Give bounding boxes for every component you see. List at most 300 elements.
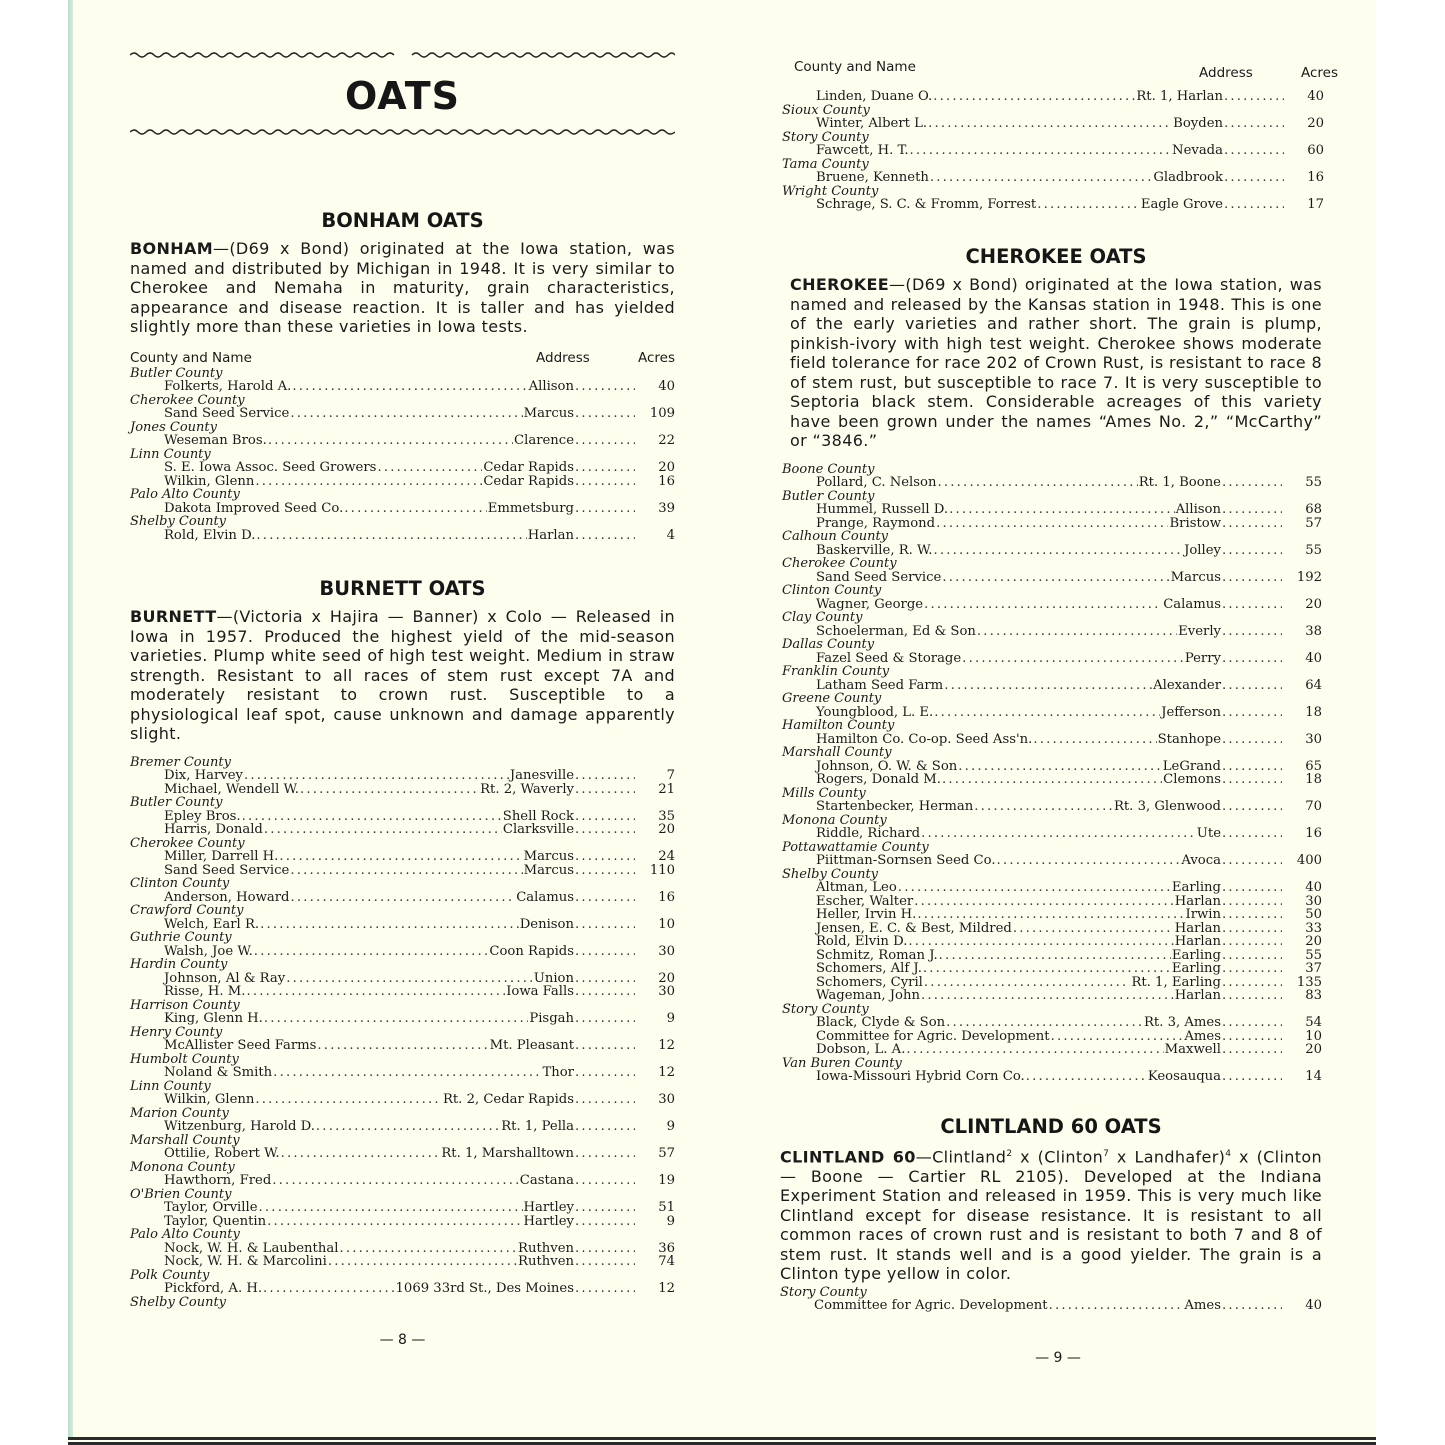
grower-entry [780, 1299, 1322, 1313]
dot-leader [254, 945, 489, 959]
dot-leader [575, 985, 635, 999]
grower-name: Johnson, Al & Ray [164, 970, 286, 986]
acres-value: 35 [658, 808, 675, 824]
grower-entry [782, 827, 1322, 841]
grower-name: Escher, Walter [816, 893, 914, 909]
grower-entry [130, 945, 675, 959]
grower-name: Hamilton Co. Co-op. Seed Ass'n. [816, 731, 1033, 747]
grower-entry [130, 1201, 675, 1215]
description-text: —Clintland [915, 1147, 1007, 1167]
grower-entry [130, 1039, 675, 1053]
grower-entry [782, 989, 1322, 1003]
grower-entry [782, 962, 1322, 976]
grower-name: Wageman, John [816, 988, 920, 1003]
grower-address: Marcus [1170, 569, 1221, 585]
acres-value: 17 [1307, 197, 1324, 212]
variety-name: CHEROKEE [790, 275, 890, 294]
grower-entry [130, 769, 675, 783]
acres-value: 20 [658, 822, 675, 837]
page-edge-decoration [68, 0, 73, 1438]
grower-address: Everly [1178, 623, 1221, 639]
grower-address: Harlan [527, 527, 574, 543]
grower-name: Fazel Seed & Storage [816, 650, 962, 666]
acres-value: 16 [658, 889, 675, 905]
acres-value: 24 [658, 849, 675, 864]
grower-address: Maxwell [1164, 1042, 1221, 1057]
acres-value: 20 [1305, 596, 1322, 612]
grower-name: Nock, W. H. & Laubenthal [164, 1240, 339, 1256]
grower-address: Clarence [514, 433, 574, 448]
county-heading: Harrison County [130, 997, 240, 1013]
grower-name: Baskerville, R. W. [816, 542, 933, 558]
dot-leader [575, 972, 635, 986]
acres-value: 7 [666, 768, 675, 783]
acres-value: 36 [658, 1240, 675, 1256]
grower-name: Nock, W. H. & Marcolini [164, 1254, 327, 1269]
grower-entry [782, 773, 1322, 787]
grower-address: Perry [1184, 650, 1221, 666]
dot-leader [244, 769, 509, 783]
acres-value: 30 [1305, 731, 1322, 747]
county-heading: Henry County [130, 1024, 223, 1040]
county-heading: Clay County [782, 610, 863, 625]
grower-name: Rogers, Donald M. [816, 772, 941, 787]
variety-name: BURNETT [130, 607, 217, 626]
dot-leader [575, 475, 635, 489]
grower-name: Committee for Agric. Development [814, 1298, 1048, 1314]
dot-leader [1051, 1030, 1184, 1044]
acres-value: 9 [666, 1213, 675, 1229]
county-heading: Marshall County [130, 1132, 240, 1148]
grower-name: Ottilie, Robert W. [164, 1146, 280, 1161]
dot-leader [1026, 1070, 1147, 1084]
grower-address: Harlan [1174, 893, 1221, 909]
dot-leader [1222, 827, 1282, 841]
variety-name: CLINTLAND 60 [780, 1147, 916, 1167]
grower-address: Harlan [1174, 988, 1221, 1003]
grower-address: Ames [1184, 1028, 1221, 1044]
dot-leader [934, 706, 1160, 720]
dot-leader [255, 475, 482, 489]
dot-leader [575, 434, 635, 448]
header-county-name: County and Name [130, 349, 252, 366]
acres-value: 60 [1307, 143, 1324, 158]
grower-address: Harlan [1174, 934, 1221, 949]
grower-name: S. E. Iowa Assoc. Seed Growers [164, 460, 377, 475]
section-title: CHEROKEE OATS [965, 245, 1147, 268]
grower-name: Schrage, S. C. & Fromm, Forrest [816, 197, 1037, 212]
grower-listing [130, 367, 675, 543]
dot-leader [942, 571, 1169, 585]
grower-entry [782, 652, 1322, 666]
grower-name: Wilkin, Glenn [164, 1092, 255, 1107]
grower-address: Clemons [1163, 772, 1221, 787]
header-address: Address [536, 349, 590, 366]
section-title: CLINTLAND 60 OATS [940, 1115, 1162, 1138]
grower-name: Noland & Smith [164, 1065, 273, 1080]
acres-value: 54 [1305, 1015, 1322, 1030]
dot-leader [575, 891, 635, 905]
dot-leader [942, 773, 1162, 787]
acres-value: 37 [1305, 961, 1322, 976]
acres-value: 22 [658, 433, 675, 448]
county-heading: Sioux County [782, 102, 870, 118]
dot-leader [575, 1215, 635, 1229]
dot-leader [1222, 1299, 1282, 1313]
description-text: x (Clinton — Boone — Cartier RL 2105). Developed at the Indiana Experiment Station and released in 1959. This is very much like Clintland except for disease resistance. It is resistant to all common races of crown rust and is resistant to both 7 and 8 of stem rust. It stands well and is a good yielder. The grain is a Clinton type yellow in color. [780, 1147, 1323, 1284]
county-heading: Shelby County [130, 1294, 227, 1310]
dot-leader [575, 810, 635, 824]
acres-value: 64 [1305, 677, 1322, 693]
grower-entry [130, 918, 675, 932]
dot-leader [575, 380, 635, 394]
grower-address: Emmetsburg [487, 500, 574, 516]
dot-leader [917, 908, 1184, 922]
dot-leader [933, 544, 1183, 558]
dot-leader [300, 783, 479, 797]
section-title: BURNETT OATS [319, 577, 486, 600]
grower-entry [130, 810, 675, 824]
grower-name: Altman, Leo [816, 880, 897, 895]
grower-name: Wagner, George [816, 596, 924, 612]
county-heading: Van Buren County [782, 1055, 902, 1071]
county-heading: Dallas County [782, 637, 875, 652]
grower-entry [782, 1016, 1322, 1030]
grower-address: Gladbrook [1153, 170, 1223, 185]
header-county-name: County and Name [794, 59, 916, 75]
grower-entry [782, 922, 1322, 936]
dot-leader [906, 1043, 1163, 1057]
dot-leader [937, 476, 1137, 490]
dot-leader [268, 434, 513, 448]
grower-name: Black, Clyde & Son [816, 1015, 946, 1030]
dot-leader [933, 90, 1135, 104]
grower-entry [130, 985, 675, 999]
acres-value: 20 [1307, 116, 1324, 131]
description-text: —(Victoria x Hajira — Banner) x Colo — Released in Iowa in 1957. Produced the highest yield of the mid-season varieties. Plump white seed of high test weight. Medium in straw strength. Resistant to all races of stem rust except 7A and moderately resistant to crown rust. Susceptible to a physiological leaf spot, cause unknown and damage apparently slight. [130, 607, 675, 743]
dot-leader [1222, 976, 1282, 990]
grower-entry [782, 760, 1322, 774]
grower-name: Fawcett, H. T. [816, 143, 909, 158]
county-heading: Polk County [130, 1267, 210, 1283]
description-text: x Landhafer) [1109, 1147, 1226, 1167]
grower-name: Sand Seed Service [816, 569, 942, 585]
acres-value: 55 [1305, 542, 1322, 558]
dot-leader [575, 783, 635, 797]
grower-entry [130, 891, 675, 905]
grower-address: Calamus [516, 889, 574, 905]
dot-leader [1222, 1030, 1282, 1044]
grower-address: Nevada [1172, 143, 1223, 158]
acres-value: 57 [658, 1146, 675, 1161]
grower-name: Johnson, O. W. & Son [816, 758, 958, 774]
dot-leader [575, 1174, 635, 1188]
dot-leader [1222, 962, 1282, 976]
superscript: 4 [1225, 1149, 1232, 1159]
county-heading: Butler County [130, 795, 223, 810]
section-description [790, 275, 1322, 451]
dot-leader [259, 1201, 523, 1215]
dot-leader [575, 529, 635, 543]
grower-entry [130, 434, 675, 448]
grower-name: Dix, Harvey [164, 768, 243, 783]
grower-entry [782, 117, 1324, 131]
grower-name: Iowa-Missouri Hybrid Corn Co. [816, 1069, 1025, 1084]
dot-leader [575, 407, 635, 421]
column-header [794, 58, 1338, 82]
acres-value: 14 [1305, 1069, 1322, 1084]
grower-name: Sand Seed Service [164, 862, 290, 878]
dot-leader [260, 918, 519, 932]
county-heading: Tama County [782, 156, 869, 172]
dot-leader [930, 171, 1152, 185]
acres-value: 74 [658, 1254, 675, 1269]
acres-value: 20 [1305, 934, 1322, 949]
grower-address: Union [533, 970, 574, 986]
dot-leader [1222, 895, 1282, 909]
grower-name: Linden, Duane O. [816, 89, 933, 104]
dot-leader [263, 1282, 395, 1296]
dot-leader [575, 1147, 635, 1161]
grower-name: Folkerts, Harold A. [164, 379, 292, 394]
grower-listing-continued [782, 90, 1324, 212]
grower-address: Rt. 3, Glenwood [1113, 799, 1221, 814]
dot-leader [575, 1120, 635, 1134]
grower-address: Castana [519, 1173, 574, 1188]
dot-leader [575, 1201, 635, 1215]
county-heading: Mills County [782, 785, 866, 801]
county-heading: Palo Alto County [130, 487, 240, 502]
grower-name: Welch, Earl R. [164, 916, 260, 932]
grower-name: Prange, Raymond [816, 515, 936, 531]
grower-name: Piittman-Sornsen Seed Co. [816, 853, 996, 868]
grower-address: Denison [519, 916, 574, 932]
dot-leader [1222, 1070, 1282, 1084]
county-heading: Shelby County [782, 866, 879, 882]
grower-name: Anderson, Howard [164, 889, 290, 905]
dot-leader [924, 976, 1131, 990]
dot-leader [1224, 117, 1284, 131]
grower-name: Pollard, C. Nelson [816, 475, 937, 490]
grower-entry [130, 407, 675, 421]
grower-entry [782, 517, 1322, 531]
acres-value: 70 [1305, 799, 1322, 814]
section-clintland-60-oats [780, 1115, 1322, 1313]
acres-value: 110 [649, 862, 675, 878]
acres-value: 83 [1305, 988, 1322, 1003]
dot-leader [267, 1215, 522, 1229]
county-heading: Cherokee County [130, 392, 245, 408]
dot-leader [936, 517, 1168, 531]
grower-entry [130, 1282, 675, 1296]
superscript: 7 [1103, 1149, 1110, 1159]
grower-name: Hawthorn, Fred [164, 1173, 272, 1188]
county-heading: Monona County [782, 812, 887, 828]
dot-leader [898, 881, 1171, 895]
grower-address: Irwin [1185, 907, 1221, 922]
grower-entry [130, 529, 675, 543]
grower-name: Heller, Irvin H. [816, 907, 917, 922]
grower-name: Pickford, A. H. [164, 1281, 263, 1296]
acres-value: 12 [658, 1281, 675, 1296]
grower-address: Clarksville [502, 822, 574, 837]
grower-name: Dakota Improved Seed Co. [164, 500, 344, 516]
acres-value: 38 [1305, 623, 1322, 639]
dot-leader [1222, 949, 1282, 963]
acres-value: 9 [666, 1011, 675, 1026]
grower-name: Winter, Albert L. [816, 116, 928, 131]
grower-name: Sand Seed Service [164, 406, 290, 421]
grower-name: Taylor, Quentin [164, 1213, 267, 1229]
grower-name: Riddle, Richard [816, 826, 921, 841]
grower-address: Hartley [523, 1213, 574, 1229]
grower-address: Stanhope [1157, 731, 1221, 747]
grower-name: Schomers, Cyril [816, 974, 923, 990]
acres-value: 55 [1305, 475, 1322, 490]
dot-leader [1222, 854, 1282, 868]
dot-leader [974, 800, 1113, 814]
acres-value: 65 [1305, 758, 1322, 774]
county-heading: Jones County [130, 419, 217, 435]
dot-leader [575, 1093, 635, 1107]
dot-leader [1222, 679, 1282, 693]
county-heading: Marion County [130, 1105, 229, 1121]
grower-entry [782, 571, 1322, 585]
dot-leader [1222, 706, 1282, 720]
dot-leader [1222, 773, 1282, 787]
dot-leader [1224, 171, 1284, 185]
dot-leader [1222, 1043, 1282, 1057]
grower-address: Ruthven [518, 1240, 574, 1256]
grower-entry [782, 895, 1322, 909]
acres-value: 16 [1307, 170, 1324, 185]
dot-leader [946, 1016, 1143, 1030]
county-heading: Shelby County [130, 514, 227, 529]
dot-leader [286, 972, 533, 986]
grower-name: King, Glenn H. [164, 1011, 263, 1026]
grower-entry [130, 461, 675, 475]
grower-address: Jolley [1184, 542, 1221, 558]
grower-name: Committee for Agric. Development [816, 1028, 1050, 1044]
grower-name: Weseman Bros. [164, 433, 267, 448]
acres-value: 192 [1296, 569, 1322, 585]
grower-address: Allison [528, 379, 574, 394]
page-title: OATS [344, 74, 461, 118]
dot-leader [344, 502, 487, 516]
dot-leader [1222, 625, 1282, 639]
dot-leader [1222, 800, 1282, 814]
grower-name: Schoelerman, Ed & Son [816, 623, 976, 639]
grower-entry [130, 1242, 675, 1256]
grower-entry [130, 502, 675, 516]
grower-address: LeGrand [1162, 758, 1221, 774]
county-heading: Butler County [130, 365, 223, 381]
section-burnett-oats [130, 577, 675, 1309]
grower-address: Marcus [523, 849, 574, 864]
grower-listing [780, 1286, 1322, 1313]
grower-entry [130, 1147, 675, 1161]
dot-leader [290, 864, 522, 878]
dot-leader [1222, 881, 1282, 895]
acres-value: 40 [1307, 89, 1324, 104]
dot-leader [339, 1242, 517, 1256]
grower-entry [782, 908, 1322, 922]
grower-address: Harlan [1174, 920, 1221, 936]
grower-address: Rt. 3, Ames [1144, 1015, 1221, 1030]
dot-leader [575, 1012, 635, 1026]
grower-address: Rt. 1, Earling [1131, 974, 1221, 990]
grower-entry [782, 1070, 1322, 1084]
grower-entry [782, 476, 1322, 490]
dot-leader [1222, 935, 1282, 949]
acres-value: 10 [1305, 1028, 1322, 1044]
dot-leader [575, 1242, 635, 1256]
dot-leader [1013, 922, 1174, 936]
grower-entry [782, 598, 1322, 612]
dot-leader [1222, 571, 1282, 585]
dot-leader [291, 891, 516, 905]
acres-value: 40 [1305, 880, 1322, 895]
acres-value: 18 [1305, 772, 1322, 787]
acres-value: 30 [658, 943, 675, 959]
grower-entry [782, 90, 1324, 104]
grower-name: Youngblood, L. E. [816, 704, 934, 720]
section-title: BONHAM OATS [321, 209, 484, 232]
acres-value: 40 [1305, 1298, 1322, 1314]
dot-leader [575, 945, 635, 959]
dot-leader [575, 1039, 635, 1053]
county-heading: Guthrie County [130, 930, 232, 945]
acres-value: 30 [1305, 893, 1322, 909]
grower-name: Rold, Elvin D. [164, 527, 256, 543]
grower-address: Thor [542, 1065, 574, 1080]
grower-entry [130, 972, 675, 986]
grower-address: Alexander [1153, 677, 1221, 693]
dot-leader [272, 1174, 518, 1188]
grower-address: Rt. 1, Pella [501, 1119, 574, 1134]
dot-leader [1037, 198, 1140, 212]
county-heading: Linn County [130, 446, 211, 462]
county-heading: Calhoun County [782, 529, 889, 544]
county-heading: Monona County [130, 1159, 235, 1175]
grower-entry [782, 625, 1322, 639]
grower-entry [782, 171, 1324, 185]
wavy-divider-bottom [130, 126, 675, 138]
county-heading: Palo Alto County [130, 1227, 240, 1242]
grower-name: Hummel, Russell D. [816, 502, 949, 517]
county-heading: Pottawattamie County [782, 839, 929, 855]
grower-entry [130, 850, 675, 864]
dot-leader [1222, 1016, 1282, 1030]
dot-leader [914, 895, 1174, 909]
county-heading: Clinton County [130, 876, 230, 891]
dot-leader [944, 679, 1152, 693]
dot-leader [264, 1012, 529, 1026]
grower-name: Michael, Wendell W. [164, 781, 299, 797]
acres-value: 16 [658, 473, 675, 489]
county-heading: Bremer County [130, 754, 231, 770]
dot-leader [575, 864, 635, 878]
dot-leader [1222, 922, 1282, 936]
acres-value: 57 [1305, 515, 1322, 531]
grower-address: Marcus [523, 862, 574, 878]
dot-leader [273, 1066, 541, 1080]
dot-leader [242, 810, 502, 824]
acres-value: 20 [658, 460, 675, 475]
dot-leader [921, 827, 1196, 841]
county-heading: Greene County [782, 691, 882, 706]
county-heading: Wright County [782, 183, 879, 199]
